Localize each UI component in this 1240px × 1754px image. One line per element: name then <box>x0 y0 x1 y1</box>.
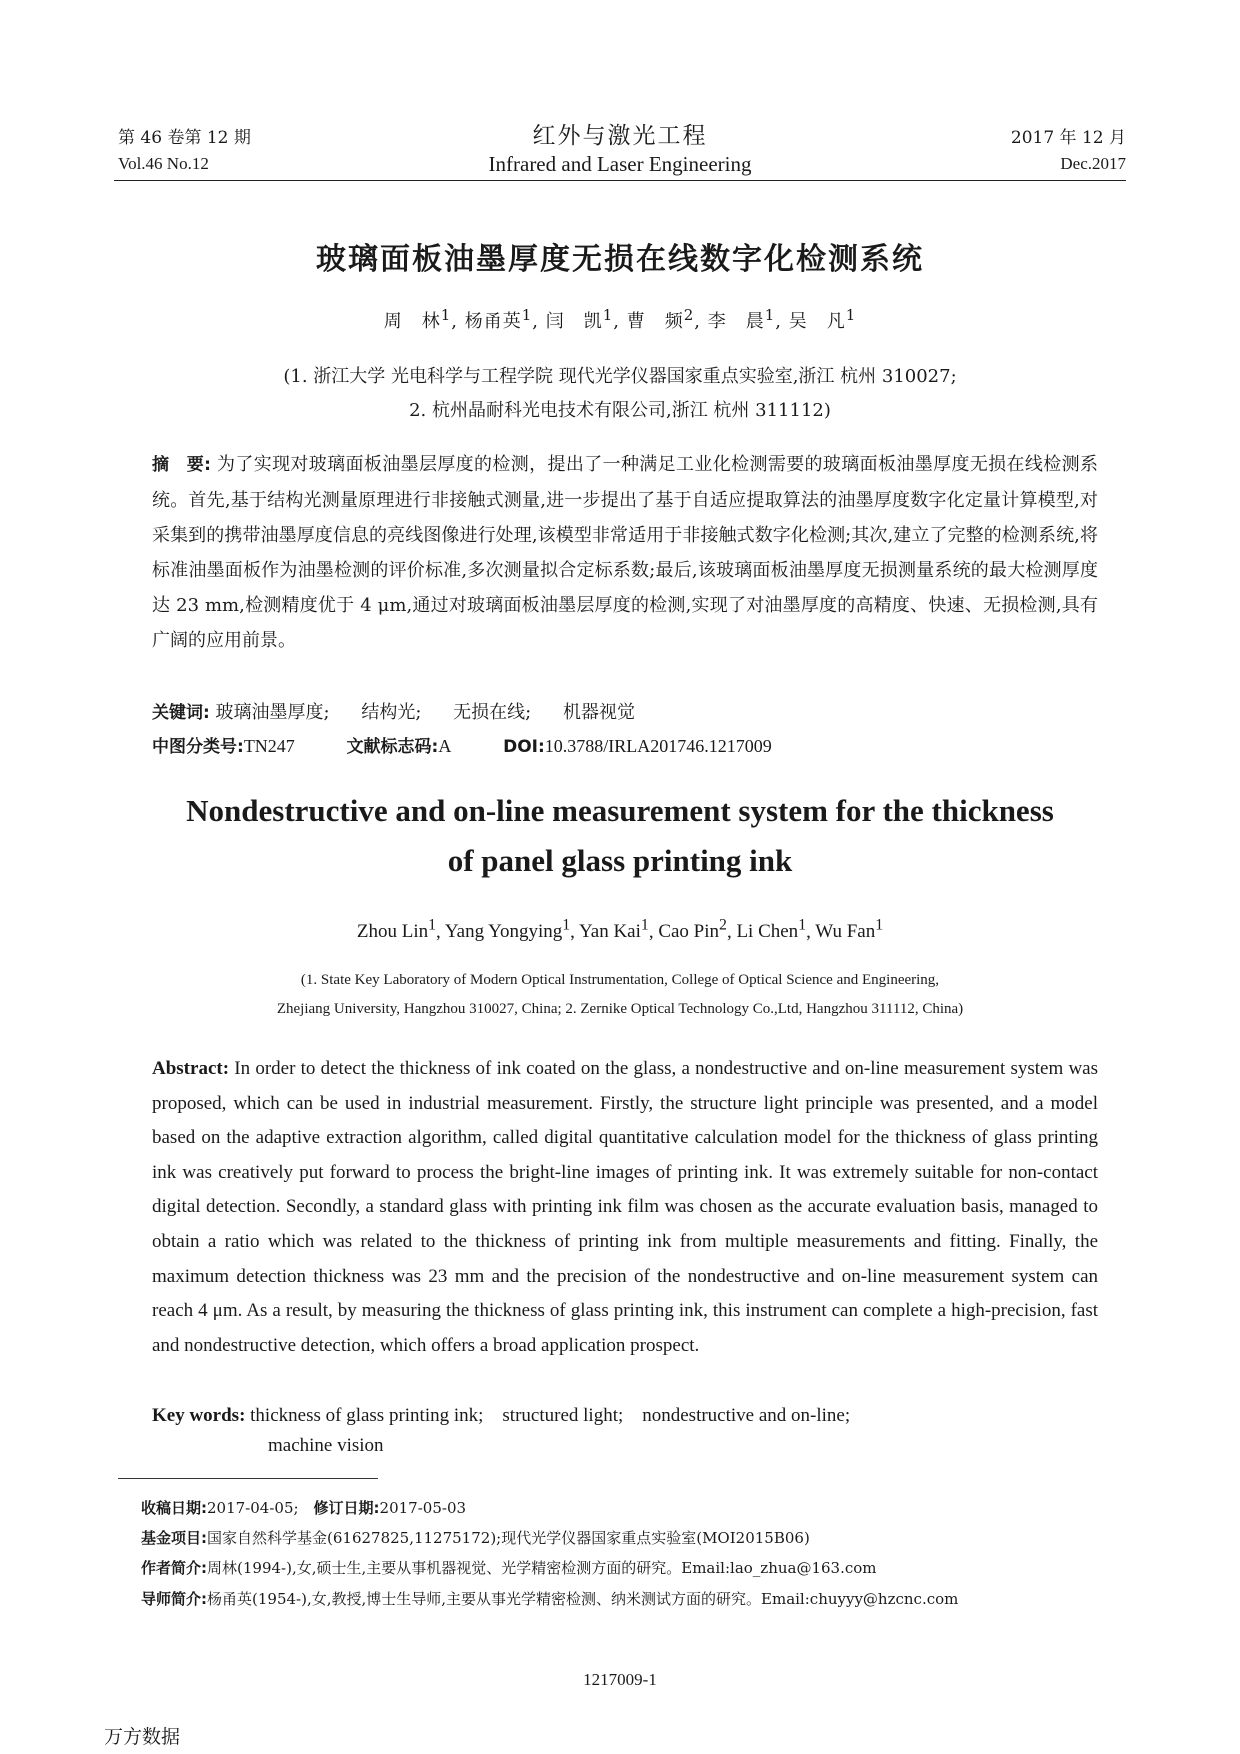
author-en: Yang Yongying$^1$ <box>444 917 571 943</box>
abstract-en <box>152 1052 1098 1363</box>
author-cn: 周 林$^1$ <box>383 306 452 332</box>
abstract-cn <box>152 447 1098 658</box>
doi-value[interactable]: 10.3788/IRLA201746.1217009 <box>544 736 772 756</box>
affiliation-en-line2: Zhejiang University, Hangzhou 310027, China; 2. Zernike Optical Technology Co.,Ltd, Hangzhou 311112, China) <box>276 1001 964 1017</box>
keywords-en <box>152 1400 850 1427</box>
author-cn: 吴 凡$^1$ <box>788 306 857 332</box>
abstract-cn-text: 为了实现对玻璃面板油墨层厚度的检测，提出了一种满足工业化检测需要的玻璃面板油墨厚度无损在线检测系统。首先,基于结构光测量原理进行非接触式测量,进一步提出了基于自适应提取算法的油墨厚度数字化定量计算模型,对采集到的携带油墨厚度信息的亮线图像进行处理,该模型非常适用于非接触式数字化检测;其次,建立了完整的检测系统,将标准油墨面板作为油墨检测的评价标准,多次测量拟合定标系数;最后,该玻璃面板油墨厚度无损测量系统的最大检测厚度达 23 mm,检测精度优于 4 μm,通过对玻璃面板油墨层厚度的检测,实现了对油墨厚度的高精度、快速、无损检测,具有广阔的应用前景。 <box>152 454 1098 651</box>
footnote-author-bio: 作者简介:周林(1994-),女,硕士生,主要从事机器视觉、光学精密检测方面的研究。Email:lao_zhua@163.com <box>141 1559 877 1577</box>
watermark: 万方数据 <box>104 1726 181 1748</box>
author-list-en: Zhou Lin$^1$, Yang Yongying$^1$, Yan Kai$^1$, Cao Pin$^2$, Li Chen$^1$, Wu Fan$^1$ <box>356 917 884 943</box>
keywords-cn <box>152 698 681 724</box>
clc-code: TN247 <box>243 736 295 756</box>
keyword-cn: 玻璃油墨厚度; <box>215 702 330 723</box>
author-en: Li Chen$^1$ <box>736 917 807 943</box>
issue-date-en: Dec.2017 <box>1060 154 1126 173</box>
footnote-rule <box>118 1478 378 1479</box>
issue-date-cn: 2017 年 12 月 <box>1010 128 1126 148</box>
affiliation-en-line1: (1. State Key Laboratory of Modern Optical Instrumentation, College of Optical Science and Engineering, <box>300 972 940 988</box>
page-number: 1217009-1 <box>583 1670 657 1689</box>
paper-title-en-line1: Nondestructive and on-line measurement system for the thickness <box>186 793 1054 828</box>
journal-name-cn: 红外与激光工程 <box>532 123 708 149</box>
footnote-received: 收稿日期:2017-04-05; 修订日期:2017-05-03 <box>141 1499 467 1517</box>
author-cn: 李 晨$^1$ <box>707 306 776 332</box>
author-en: Cao Pin$^2$ <box>658 917 727 943</box>
abstract-cn-label: 摘 要: <box>152 455 211 475</box>
keywords-en-label: Key words: <box>152 1405 246 1426</box>
paper-title-cn: 玻璃面板油墨厚度无损在线数字化检测系统 <box>316 242 924 277</box>
author-cn: 曹 频$^2$ <box>626 306 695 332</box>
affiliation-cn-line2: 2. 杭州晶耐科光电技术有限公司,浙江 杭州 311112) <box>409 400 831 421</box>
doi-label: DOI: <box>503 737 545 757</box>
author-en: Wu Fan$^1$ <box>815 917 884 943</box>
footnote-funding: 基金项目:国家自然科学基金(61627825,11275172);现代光学仪器国家重点实验室(MOI2015B06) <box>141 1529 810 1547</box>
keywords-en-text: thickness of glass printing ink; structured light; nondestructive and on-line; <box>250 1405 851 1426</box>
journal-name-en: Infrared and Laser Engineering <box>488 152 752 176</box>
footnote-advisor-bio: 导师简介:杨甬英(1954-),女,教授,博士生导师,主要从事光学精密检测、纳米测试方面的研究。Email:chuyyy@hzcnc.com <box>141 1590 959 1608</box>
author-en: Zhou Lin$^1$ <box>356 917 437 943</box>
author-en: Yan Kai$^1$ <box>578 917 649 943</box>
header-rule <box>114 180 1126 181</box>
author-cn: 闫 凯$^1$ <box>545 306 614 332</box>
keyword-cn: 结构光; <box>361 702 422 723</box>
keywords-cn-label: 关键词: <box>152 703 210 723</box>
keywords-en-line2: machine vision <box>268 1435 384 1456</box>
keyword-cn: 机器视觉 <box>562 702 635 723</box>
classification-line <box>152 732 818 757</box>
paper-title-en-line2: of panel glass printing ink <box>447 843 793 878</box>
abstract-en-text: In order to detect the thickness of ink coated on the glass, a nondestructive and on-line measurement system was proposed, which can be used in industrial measurement. Firstly, the structure light principle was presented, and a model based on the adaptive extraction algorithm, called digital quantitative calculation model for the thickness of glass printing ink was creatively put forward to process the bright-line images of printing ink. It was extremely suitable for non-contact digital detection. Secondly, a standard glass with printing ink film was chosen as the accurate evaluation basis, managed to obtain a ratio which was related to the thickness of printing ink from multiple measurements and fitting. Finally, the maximum detection thickness was 23 mm and the precision of the nondestructive and on-line measurement system can reach 4 μm. As a result, by measuring the thickness of glass printing ink, this instrument can complete a high-precision, fast and nondestructive detection, which offers a broad application prospect. <box>152 1058 1099 1356</box>
author-cn: 杨甬英$^1$ <box>464 306 533 332</box>
abstract-en-label: Abstract: <box>152 1058 230 1079</box>
volume-issue-en: Vol.46 No.12 <box>118 154 209 173</box>
affiliation-cn-line1: (1. 浙江大学 光电科学与工程学院 现代光学仪器国家重点实验室,浙江 杭州 310027; <box>283 366 957 387</box>
author-list-cn: 周 林$^1$, 杨甬英$^1$, 闫 凯$^1$, 曹 频$^2$, 李 晨$^1$, 吴 凡$^1$ <box>383 306 857 332</box>
doc-code-label: 文献标志码: <box>346 737 439 757</box>
keyword-cn: 无损在线; <box>453 702 532 723</box>
doc-code: A <box>438 736 452 756</box>
clc-label: 中图分类号: <box>152 737 244 757</box>
volume-issue-cn: 第 46 卷第 12 期 <box>118 128 251 148</box>
